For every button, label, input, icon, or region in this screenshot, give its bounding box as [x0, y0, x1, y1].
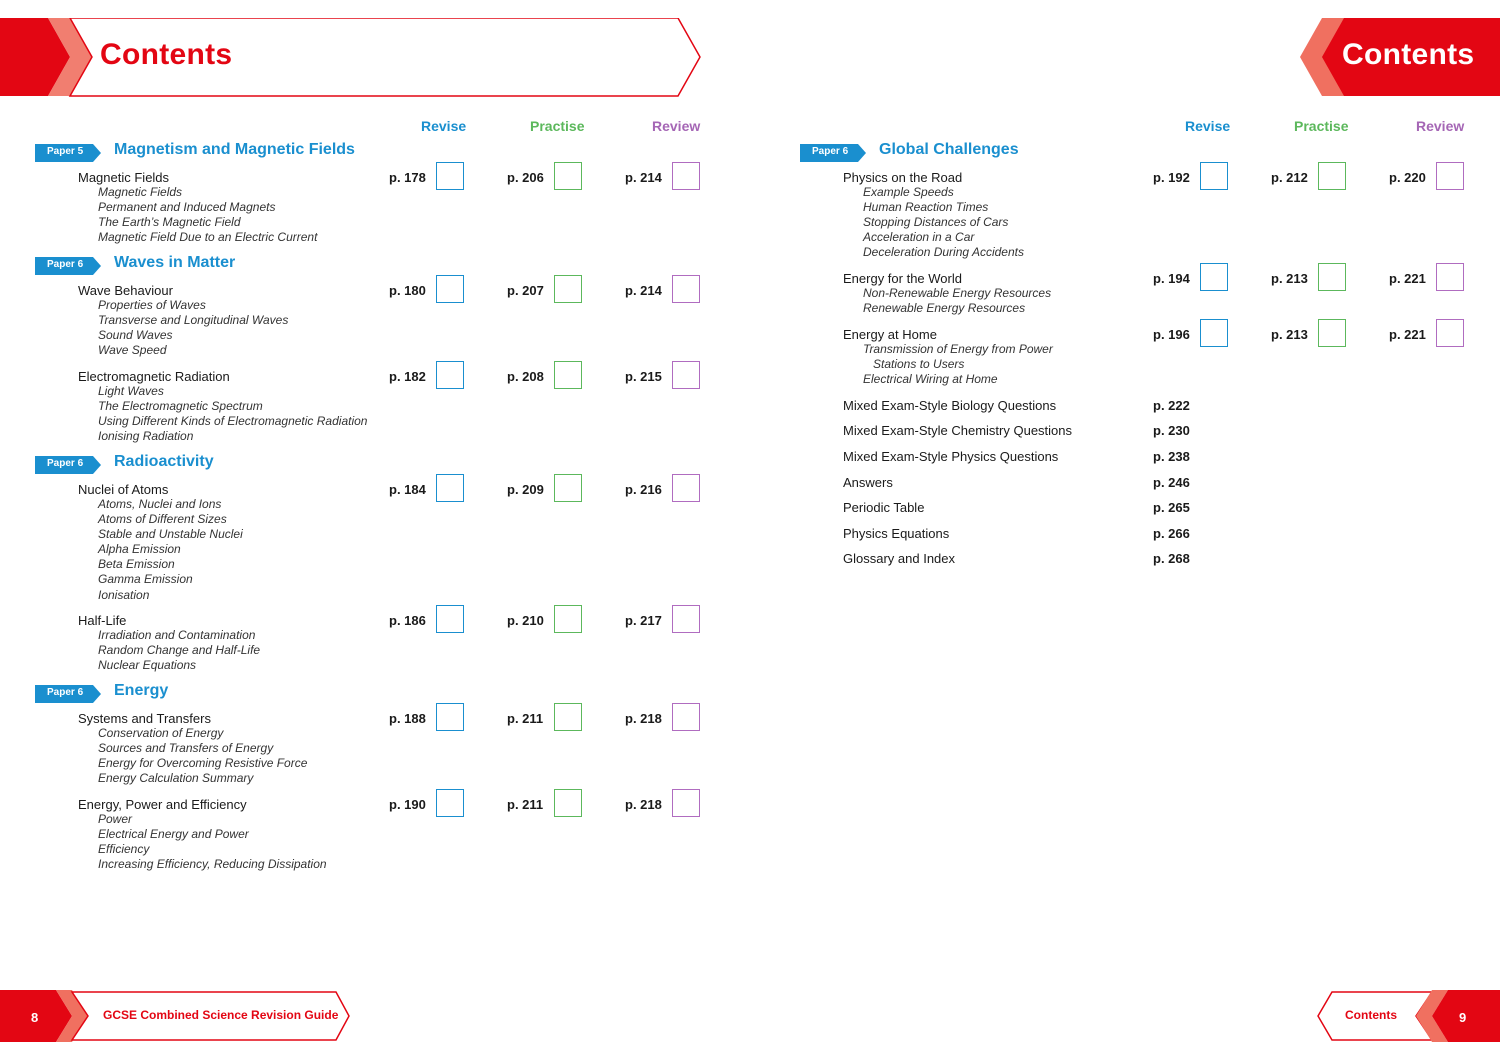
section-title: Waves in Matter — [114, 254, 236, 271]
review-checkbox[interactable] — [1436, 162, 1464, 190]
topic-entry — [78, 711, 307, 786]
subtopic: Sources and Transfers of Energy — [98, 741, 274, 756]
review-page-ref: p. 216 — [625, 482, 662, 497]
section-heading — [35, 682, 435, 705]
extra-entry-title: Periodic Table — [843, 500, 925, 515]
extra-entry-page: p. 265 — [1153, 500, 1190, 515]
topic-entry — [78, 283, 288, 358]
topic-title: Energy, Power and Efficiency — [78, 797, 247, 812]
review-checkbox[interactable] — [672, 605, 700, 633]
paper-badge: Paper 6 — [800, 144, 866, 162]
review-checkbox[interactable] — [672, 474, 700, 502]
practise-checkbox[interactable] — [554, 474, 582, 502]
revise-checkbox[interactable] — [436, 474, 464, 502]
revise-page-ref: p. 184 — [389, 482, 426, 497]
topic-title: Energy for the World — [843, 271, 962, 286]
section-title: Energy — [114, 682, 169, 699]
revise-checkbox[interactable] — [1200, 263, 1228, 291]
subtopic: Magnetic Field Due to an Electric Current — [98, 230, 318, 245]
extra-entry-title: Mixed Exam-Style Chemistry Questions — [843, 423, 1073, 438]
extra-entry-page: p. 268 — [1153, 551, 1190, 566]
subtopic: Deceleration During Accidents — [863, 245, 1024, 260]
extra-entry-page: p. 238 — [1153, 449, 1190, 464]
subtopic: Stopping Distances of Cars — [863, 215, 1009, 230]
topic-title: Half-Life — [78, 613, 127, 628]
topic-entry — [78, 797, 327, 872]
review-checkbox[interactable] — [1436, 263, 1464, 291]
revise-checkbox[interactable] — [436, 703, 464, 731]
subtopic: Stations to Users — [873, 357, 965, 372]
subtopic: Irradiation and Contamination — [98, 628, 256, 642]
revise-page-ref: p. 178 — [389, 170, 426, 185]
practise-page-ref: p. 209 — [507, 482, 544, 497]
subtopic: Power — [98, 812, 133, 826]
subtopic: Transmission of Energy from Power — [863, 342, 1053, 356]
extra-entry-page: p. 266 — [1153, 526, 1190, 541]
subtopic: Light Waves — [98, 384, 164, 398]
revise-checkbox[interactable] — [436, 605, 464, 633]
subtopic: Electrical Energy and Power — [98, 827, 249, 842]
topic-entry — [78, 170, 317, 245]
topic-entry — [843, 327, 1053, 387]
review-page-ref: p. 218 — [625, 797, 662, 812]
topic-entry — [843, 170, 1024, 260]
practise-checkbox[interactable] — [554, 605, 582, 633]
subtopic: Conservation of Energy — [98, 726, 224, 740]
section-title: Radioactivity — [114, 453, 214, 470]
topic-title: Wave Behaviour — [78, 283, 173, 298]
subtopic: Stable and Unstable Nuclei — [98, 527, 243, 542]
topic-title: Electromagnetic Radiation — [78, 369, 230, 384]
subtopic: Nuclear Equations — [98, 658, 197, 673]
paper-badge: Paper 6 — [35, 456, 101, 474]
extra-entry-title: Mixed Exam-Style Biology Questions — [843, 398, 1057, 413]
subtopic: Gamma Emission — [98, 572, 193, 587]
paper-badge: Paper 6 — [35, 257, 101, 275]
review-checkbox[interactable] — [672, 162, 700, 190]
subtopic: Atoms, Nuclei and Ions — [98, 497, 222, 511]
revise-page-ref: p. 182 — [389, 369, 426, 384]
review-column-header: Review — [1416, 118, 1465, 134]
review-checkbox[interactable] — [672, 703, 700, 731]
topic-entry — [78, 613, 260, 673]
topic-title: Physics on the Road — [843, 170, 963, 185]
section-heading — [800, 141, 1200, 164]
review-page-ref: p. 214 — [625, 283, 662, 298]
right-header-banner — [1300, 18, 1500, 96]
subtopic: Non-Renewable Energy Resources — [863, 286, 1052, 300]
practise-checkbox[interactable] — [554, 275, 582, 303]
topic-title: Energy at Home — [843, 327, 937, 342]
revise-column-header: Revise — [1185, 118, 1231, 134]
subtopic: Renewable Energy Resources — [863, 301, 1026, 316]
paper-badge: Paper 6 — [35, 685, 101, 703]
revise-page-ref: p. 186 — [389, 613, 426, 628]
revise-page-ref: p. 196 — [1153, 327, 1190, 342]
extra-entry-title: Answers — [843, 475, 893, 490]
practise-page-ref: p. 206 — [507, 170, 544, 185]
extra-entry-title: Physics Equations — [843, 526, 950, 541]
revise-column-header: Revise — [421, 118, 467, 134]
right-header-title: Contents — [1342, 38, 1475, 71]
topic-title: Magnetic Fields — [78, 170, 170, 185]
extra-entry-page: p. 246 — [1153, 475, 1190, 490]
practise-page-ref: p. 207 — [507, 283, 544, 298]
section-title: Global Challenges — [879, 141, 1019, 158]
review-page-ref: p. 218 — [625, 711, 662, 726]
paper-badge: Paper 5 — [35, 144, 101, 162]
practise-checkbox[interactable] — [554, 361, 582, 389]
subtopic: Permanent and Induced Magnets — [98, 200, 276, 215]
review-page-ref: p. 221 — [1389, 327, 1426, 342]
practise-checkbox[interactable] — [554, 162, 582, 190]
review-page-ref: p. 217 — [625, 613, 662, 628]
subtopic: Sound Waves — [98, 328, 173, 343]
subtopic: Random Change and Half-Life — [98, 643, 261, 658]
subtopic: Acceleration in a Car — [863, 230, 975, 245]
subtopic: Beta Emission — [98, 557, 175, 572]
review-checkbox[interactable] — [672, 275, 700, 303]
topic-entry — [78, 482, 243, 603]
extra-entry-page: p. 230 — [1153, 423, 1190, 438]
section-heading — [35, 141, 435, 164]
subtopic: The Earth’s Magnetic Field — [98, 215, 241, 230]
page-number: 8 — [31, 1010, 39, 1025]
subtopic: The Electromagnetic Spectrum — [98, 399, 263, 414]
revise-checkbox[interactable] — [436, 275, 464, 303]
practise-checkbox[interactable] — [554, 703, 582, 731]
subtopic: Example Speeds — [863, 185, 954, 199]
review-column-header: Review — [652, 118, 701, 134]
revise-checkbox[interactable] — [1200, 319, 1228, 347]
revise-page-ref: p. 194 — [1153, 271, 1190, 286]
practise-checkbox[interactable] — [554, 789, 582, 817]
review-page-ref: p. 215 — [625, 369, 662, 384]
practise-page-ref: p. 211 — [507, 711, 544, 726]
practise-checkbox[interactable] — [1318, 263, 1346, 291]
topic-entry — [78, 369, 367, 444]
practise-page-ref: p. 212 — [1271, 170, 1308, 185]
subtopic: Human Reaction Times — [863, 200, 989, 215]
revise-page-ref: p. 188 — [389, 711, 426, 726]
subtopic: Wave Speed — [98, 343, 167, 358]
left-header-banner — [0, 18, 702, 96]
subtopic: Electrical Wiring at Home — [863, 372, 998, 387]
subtopic: Increasing Efficiency, Reducing Dissipation — [98, 857, 327, 872]
subtopic: Energy Calculation Summary — [98, 771, 254, 786]
review-page-ref: p. 214 — [625, 170, 662, 185]
left-footer — [0, 990, 352, 1042]
subtopic: Atoms of Different Sizes — [98, 512, 227, 527]
practise-column-header: Practise — [1294, 118, 1349, 134]
revise-checkbox[interactable] — [436, 361, 464, 389]
subtopic: Using Different Kinds of Electromagnetic Radiation — [98, 414, 368, 429]
revise-checkbox[interactable] — [436, 162, 464, 190]
extra-entry-title: Glossary and Index — [843, 551, 956, 566]
subtopic: Alpha Emission — [98, 542, 181, 557]
left-header-title: Contents — [100, 38, 233, 71]
footer-book-title: GCSE Combined Science Revision Guide — [103, 1008, 339, 1022]
subtopic: Ionising Radiation — [98, 429, 194, 444]
revise-page-ref: p. 180 — [389, 283, 426, 298]
revise-page-ref: p. 190 — [389, 797, 426, 812]
practise-page-ref: p. 213 — [1271, 327, 1308, 342]
right-footer — [1316, 990, 1500, 1042]
review-page-ref: p. 221 — [1389, 271, 1426, 286]
topic-title: Systems and Transfers — [78, 711, 211, 726]
review-checkbox[interactable] — [1436, 319, 1464, 347]
right-page — [750, 0, 1500, 1061]
footer-section-title: Contents — [1345, 1008, 1397, 1022]
revise-checkbox[interactable] — [1200, 162, 1228, 190]
subtopic: Efficiency — [98, 842, 150, 857]
subtopic: Energy for Overcoming Resistive Force — [98, 756, 308, 771]
subtopic: Magnetic Fields — [98, 185, 183, 199]
review-page-ref: p. 220 — [1389, 170, 1426, 185]
practise-checkbox[interactable] — [1318, 319, 1346, 347]
revise-checkbox[interactable] — [436, 789, 464, 817]
practise-page-ref: p. 213 — [1271, 271, 1308, 286]
section-heading — [35, 453, 435, 476]
review-checkbox[interactable] — [672, 361, 700, 389]
revise-page-ref: p. 192 — [1153, 170, 1190, 185]
subtopic: Properties of Waves — [98, 298, 206, 312]
practise-page-ref: p. 211 — [507, 797, 544, 812]
section-heading — [35, 254, 435, 277]
practise-column-header: Practise — [530, 118, 585, 134]
review-checkbox[interactable] — [672, 789, 700, 817]
topic-title: Nuclei of Atoms — [78, 482, 169, 497]
extra-entry-title: Mixed Exam-Style Physics Questions — [843, 449, 1059, 464]
practise-page-ref: p. 208 — [507, 369, 544, 384]
extra-entry-page: p. 222 — [1153, 398, 1190, 413]
topic-entry — [843, 271, 1051, 316]
practise-checkbox[interactable] — [1318, 162, 1346, 190]
section-title: Magnetism and Magnetic Fields — [114, 141, 355, 158]
subtopic: Ionisation — [98, 587, 150, 602]
subtopic: Transverse and Longitudinal Waves — [98, 313, 289, 328]
page-number: 9 — [1459, 1010, 1467, 1025]
practise-page-ref: p. 210 — [507, 613, 544, 628]
